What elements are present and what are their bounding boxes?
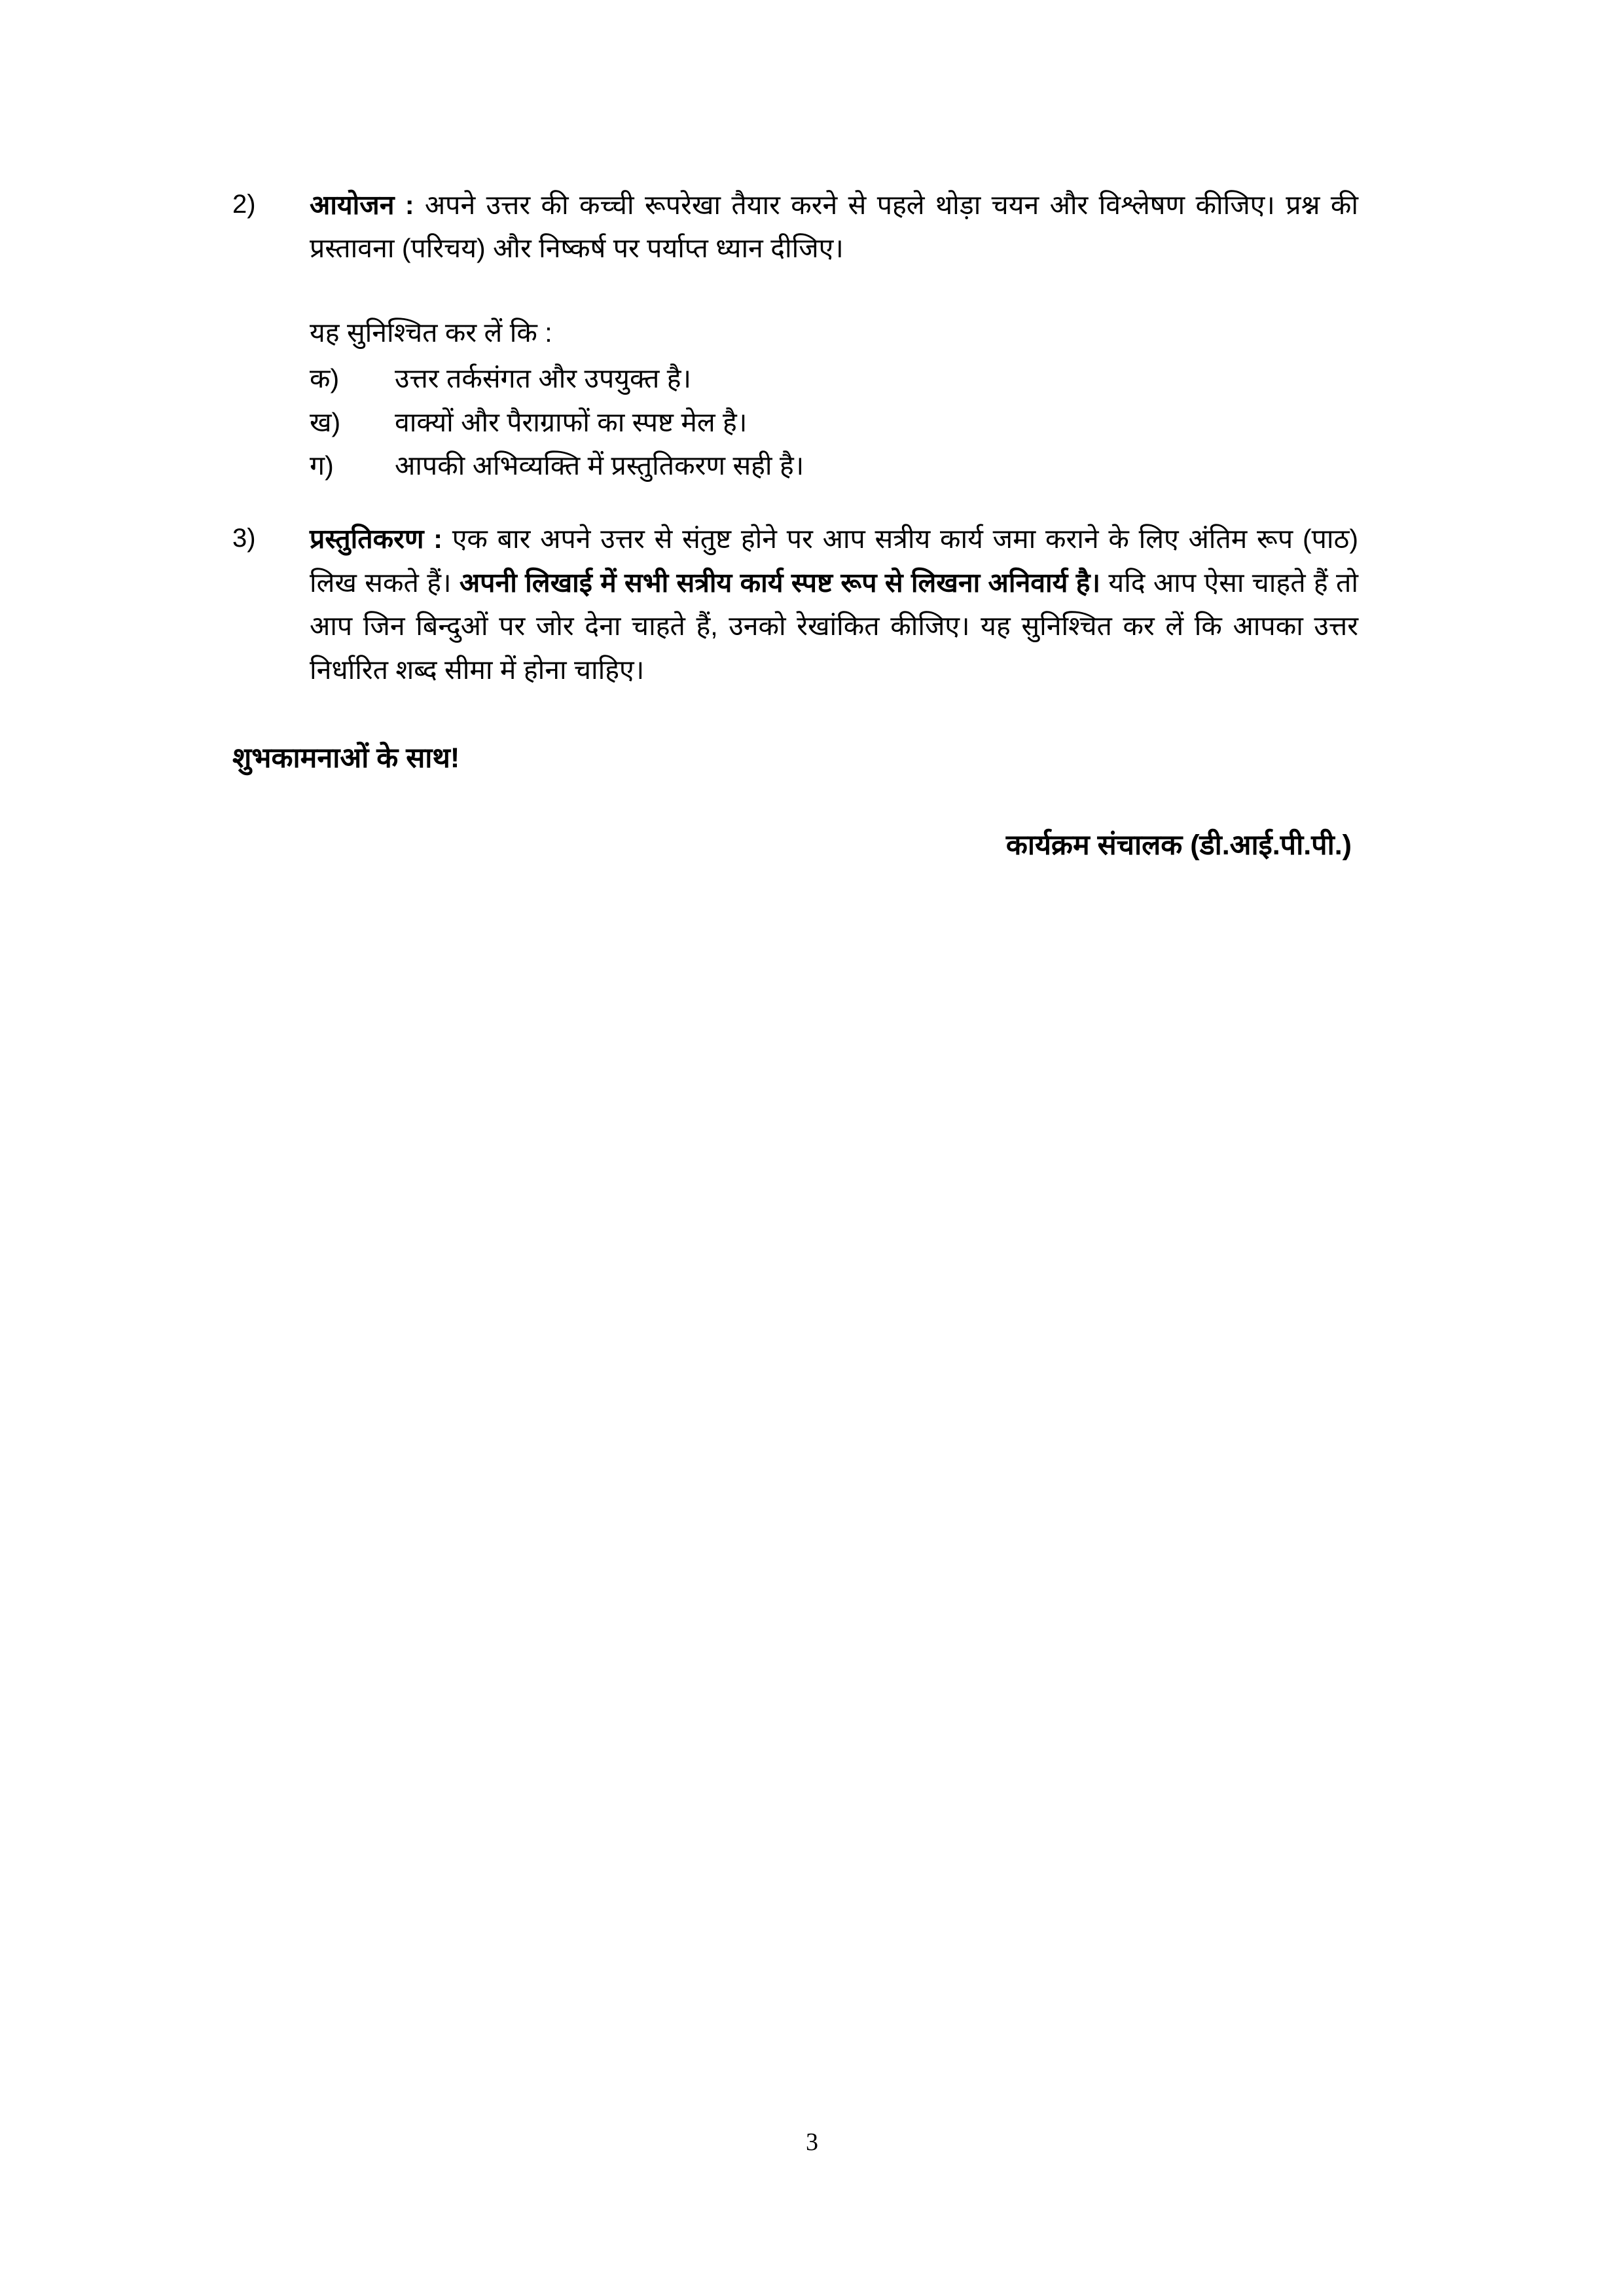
sub-list-item-c-marker: ग) bbox=[310, 450, 334, 481]
list-item-3-text bbox=[310, 517, 1358, 691]
sub-list-item-b-marker: ख) bbox=[310, 407, 341, 437]
list-item-3-marker: 3) bbox=[232, 524, 256, 553]
closing-greeting: शुभकामनाओं के साथ! bbox=[232, 742, 460, 774]
sub-list-item-b bbox=[310, 401, 747, 444]
list-item-3-lead: प्रस्तुतिकरण : bbox=[310, 524, 442, 555]
sub-list-item-a-text: उत्तर तर्कसंगत और उपयुक्त है। bbox=[395, 363, 692, 394]
list-item-2-body: अपने उत्तर की कच्ची रूपरेखा तैयार करने से पहले थोड़ा चयन और विश्लेषण कीजिए। प्रश्न की प्रस्तावना (परिचय) और निष्कर्ष पर पर्याप्त ध्यान दीजिए। bbox=[310, 190, 1358, 264]
spacer bbox=[232, 487, 1358, 517]
page-number: 3 bbox=[806, 2128, 818, 2156]
closing-block bbox=[232, 737, 1358, 863]
list-item-2 bbox=[232, 183, 1358, 270]
list-item-3-emphasis: अपनी लिखाई में सभी सत्रीय कार्य स्पष्ट रूप से लिखना अनिवार्य है। bbox=[459, 567, 1101, 598]
sub-list-row-c bbox=[232, 444, 1358, 487]
signature-line: कार्यक्रम संचालक (डी.आई.पी.पी.) bbox=[1005, 829, 1352, 862]
sub-list-item-a bbox=[310, 357, 691, 400]
sub-list-row-b bbox=[232, 401, 1358, 444]
sub-intro-text: यह सुनिश्चित कर लें कि : bbox=[310, 317, 552, 348]
sub-list-item-c bbox=[310, 444, 804, 487]
sub-list-item-b-text: वाक्यों और पैराग्राफों का स्पष्ट मेल है। bbox=[395, 407, 748, 437]
list-item-3 bbox=[232, 517, 1358, 691]
spacer bbox=[232, 270, 1358, 311]
page-content bbox=[232, 183, 1358, 863]
sub-intro-row bbox=[232, 311, 1358, 354]
list-item-2-marker: 2) bbox=[232, 190, 256, 219]
sub-list-row-a bbox=[232, 357, 1358, 400]
sub-list-item-a-marker: क) bbox=[310, 363, 340, 394]
sub-list-item-c-text: आपकी अभिव्यक्ति में प्रस्तुतिकरण सही है। bbox=[395, 450, 804, 481]
list-item-2-lead: आयोजन : bbox=[310, 190, 414, 220]
list-item-2-text bbox=[310, 183, 1358, 270]
list-item-3-body-part2: यदि आप ऐसा चाहते हैं तो आप जिन बिन्दुओं पर जोर देना चाहते हैं, उनको रेखांकित कीजिए। यह सुनिश्चित कर लें कि आपका उत्तर निर्धारित शब्द सीमा में होना चाहिए। bbox=[310, 567, 1358, 685]
list-item-3-body-part1: एक बार अपने उत्तर से संतुष्ट होने पर आप सत्रीय कार्य जमा कराने के लिए अंतिम रूप (पाठ) लिख सकते हैं। bbox=[310, 524, 1358, 598]
